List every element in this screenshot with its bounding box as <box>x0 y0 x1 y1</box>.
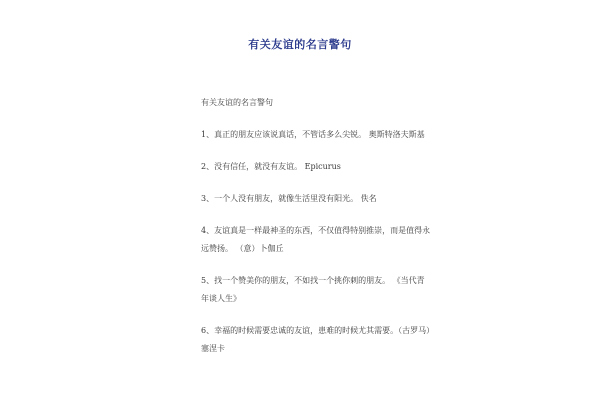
quote-2: 2、没有信任，就没有友谊。 Epicurus <box>201 162 341 171</box>
document-title: 有关友谊的名言警句 <box>248 38 352 51</box>
quote-5: 5、找一个赞美你的朋友，不如找一个挑你刺的朋友。 《当代青年谈人生》 <box>201 276 425 303</box>
document-body <box>201 94 431 358</box>
quote-3: 3、一个人没有朋友，就像生活里没有阳光。 佚名 <box>201 194 377 203</box>
quote-4: 4、友谊真是一样最神圣的东西，不仅值得特别推崇，而是值得永远赞扬。 （意）卜伽丘 <box>201 226 431 253</box>
quote-1: 1、真正的朋友应该说真话，不管话多么尖锐。 奥斯特洛夫斯基 <box>201 130 425 139</box>
quote-6: 6、幸福的时候需要忠诚的友谊，患难的时候尤其需要。（古罗马）塞涅卡 <box>201 326 431 353</box>
document-subtitle: 有关友谊的名言警句 <box>201 98 273 107</box>
